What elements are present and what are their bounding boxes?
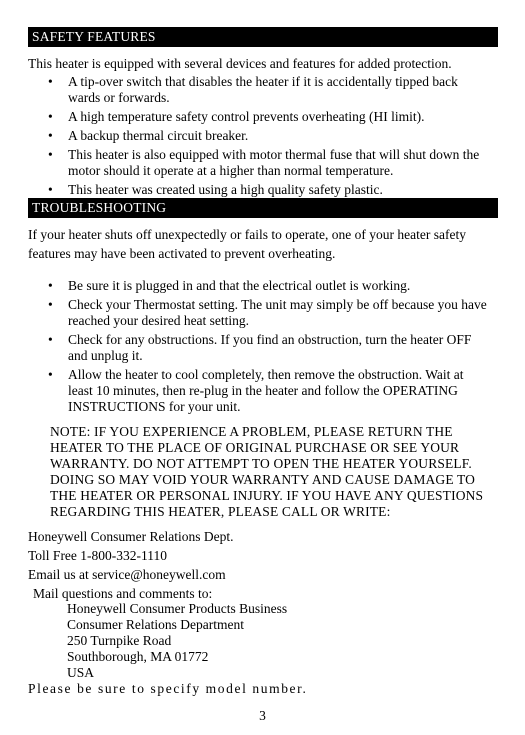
address-line: Southborough, MA 01772 bbox=[67, 649, 209, 664]
list-item: • Allow the heater to cool completely, then remove the obstruction. Wait at least 10 minutes, then re-plug in the heater and follow the OPERATING INSTRUCTIONS for your unit. bbox=[28, 367, 488, 415]
list-item: • This heater was created using a high quality safety plastic. bbox=[28, 182, 488, 198]
warranty-note: NOTE: IF YOU EXPERIENCE A PROBLEM, PLEASE RETURN THE HEATER TO THE PLACE OF ORIGINAL PURCHASE OR SEE YOUR WARRANTY. DO NOT ATTEMPT TO OPEN THE HEATER YOURSELF. DOING SO MAY VOID YOUR WARRANTY AND CAUSE DAMAGE TO THE HEATER OR PERSONAL INJURY. IF YOU HAVE ANY QUESTIONS REGARDING THIS HEATER, PLEASE CALL OR WRITE: bbox=[50, 424, 484, 519]
page-number: 3 bbox=[259, 708, 266, 723]
safety-features-header: SAFETY FEATURES bbox=[28, 27, 498, 47]
troubleshooting-list bbox=[28, 278, 488, 418]
contact-phone: Toll Free 1-800-332-1110 bbox=[28, 548, 168, 563]
troubleshooting-header: TROUBLESHOOTING bbox=[28, 198, 498, 218]
list-item: • A high temperature safety control prevents overheating (HI limit). bbox=[28, 109, 488, 125]
list-item: • A backup thermal circuit breaker. bbox=[28, 128, 488, 144]
list-item: • Check your Thermostat setting. The unit may simply be off because you have reached your desired heat setting. bbox=[28, 297, 488, 329]
safety-features-list bbox=[28, 74, 488, 201]
list-item: • A tip-over switch that disables the heater if it is accidentally tipped back wards or forwards. bbox=[28, 74, 488, 106]
safety-intro: This heater is equipped with several devices and features for added protection. bbox=[28, 56, 452, 71]
troubleshooting-intro: If your heater shuts off unexpectedly or fails to operate, one of your heater safety features may have been activated to prevent overheating. bbox=[28, 227, 466, 261]
model-number-footer: Please be sure to specify model number. bbox=[28, 681, 308, 696]
contact-email: Email us at service@honeywell.com bbox=[28, 567, 226, 582]
address-line: USA bbox=[67, 665, 95, 680]
list-item: • Be sure it is plugged in and that the electrical outlet is working. bbox=[28, 278, 488, 294]
list-item: • This heater is also equipped with motor thermal fuse that will shut down the motor should it operate at a higher than normal temperature. bbox=[28, 147, 488, 179]
contact-department: Honeywell Consumer Relations Dept. bbox=[28, 529, 234, 544]
address-line: 250 Turnpike Road bbox=[67, 633, 172, 648]
address-line: Honeywell Consumer Products Business bbox=[67, 601, 288, 616]
list-item: • Check for any obstructions. If you find an obstruction, turn the heater OFF and unplug it. bbox=[28, 332, 488, 364]
address-line: Consumer Relations Department bbox=[67, 617, 244, 632]
mail-intro: Mail questions and comments to: bbox=[33, 586, 213, 601]
